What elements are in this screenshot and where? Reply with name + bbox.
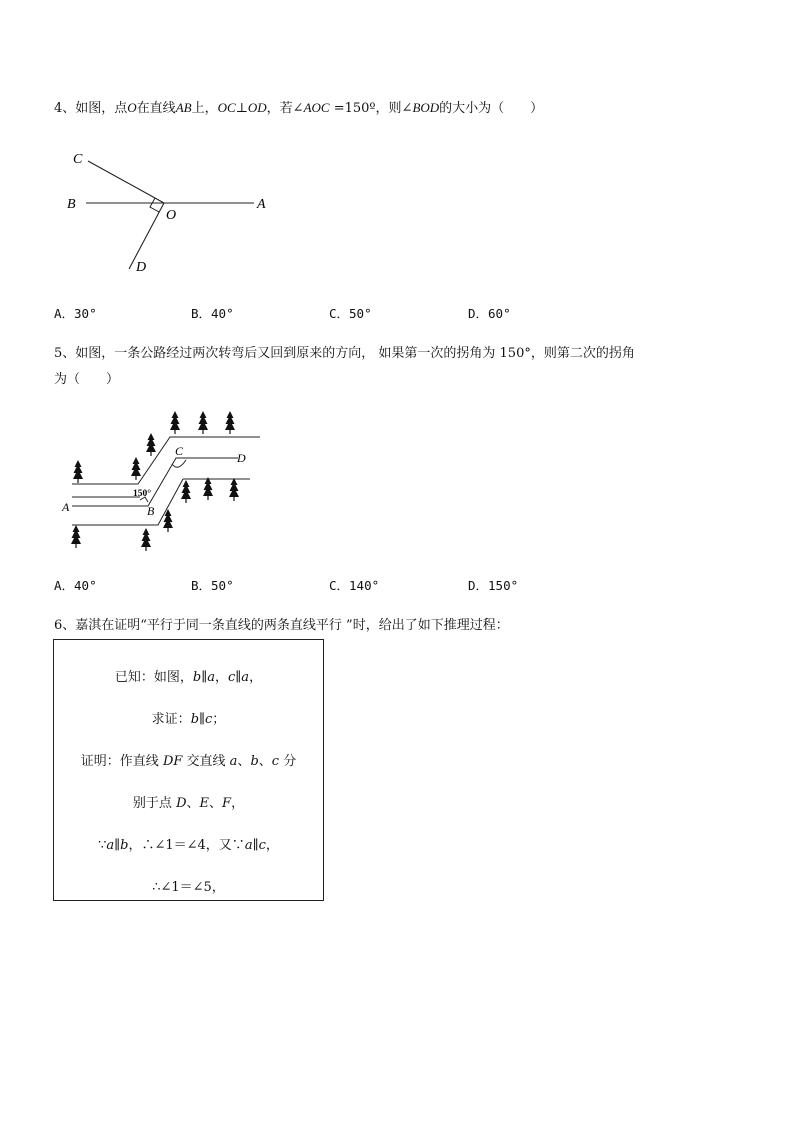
label-b: B xyxy=(147,504,155,518)
tree-icon xyxy=(229,478,239,501)
q6-proof-box xyxy=(53,639,324,901)
label-a: A xyxy=(62,500,70,514)
tree-icon xyxy=(181,480,191,503)
tree-icon xyxy=(198,411,208,434)
q4-stem: 4、如图，点O在直线AB上，OC⊥OD，若∠AOC =150º，则∠BOD的大小为（ ） xyxy=(54,100,544,116)
proof-step-3: ∵a∥b，∴∠1＝∠4，又∵a∥c， xyxy=(98,838,279,853)
q5-option-b[interactable]: B．50° xyxy=(191,578,234,593)
tree-icon xyxy=(170,411,180,434)
tree-icon xyxy=(71,525,81,548)
road-outer-top xyxy=(72,437,260,484)
q5-option-a[interactable]: A．40° xyxy=(54,578,97,593)
q4-option-a[interactable]: A．30° xyxy=(54,306,97,321)
label-d: D xyxy=(136,260,147,275)
q5-stem-line1: 5、如图，一条公路经过两次转弯后又回到原来的方向， 如果第一次的拐角为 150°，则第二次的拐角 xyxy=(54,346,635,361)
tree-icon xyxy=(131,457,141,480)
q5-stem-line2: 为（ ） xyxy=(54,372,120,387)
label-d: D xyxy=(237,451,246,465)
ray-od xyxy=(129,203,164,269)
label-c: C xyxy=(175,444,184,458)
proof-given: 已知：如图，b∥a，c∥a， xyxy=(114,670,263,685)
label-a: A xyxy=(257,197,266,212)
ray-oc xyxy=(88,161,164,203)
road-centre-line xyxy=(72,458,238,506)
q4-option-d[interactable]: D．60° xyxy=(468,306,511,321)
tree-icon xyxy=(203,477,213,500)
label-angle: 150° xyxy=(133,489,152,499)
proof-step-2: 别于点 D、E、F， xyxy=(132,796,245,811)
q5-option-c[interactable]: C．140° xyxy=(329,578,380,593)
label-c: C xyxy=(73,152,83,167)
proof-step-4: ∴∠1＝∠5， xyxy=(152,880,225,895)
label-b: B xyxy=(67,197,76,212)
label-o: O xyxy=(166,208,177,223)
q4-option-c[interactable]: C．50° xyxy=(329,306,372,321)
q5-figure xyxy=(60,408,270,558)
q6-stem: 6、嘉淇在证明“平行于同一条直线的两条直线平行 ”时，给出了如下推理过程： xyxy=(54,618,509,633)
q4-figure xyxy=(60,145,280,280)
tree-icon xyxy=(225,411,235,434)
q5-option-d[interactable]: D．150° xyxy=(468,578,519,593)
tree-icon xyxy=(146,433,156,456)
tree-icon xyxy=(141,528,151,551)
proof-to-prove: 求证：b∥c； xyxy=(151,712,226,727)
q4-option-b[interactable]: B．40° xyxy=(191,306,234,321)
proof-step-1: 证明：作直线 DF 交直线 a、b、c 分 xyxy=(80,754,297,769)
tree-icon xyxy=(73,460,83,483)
